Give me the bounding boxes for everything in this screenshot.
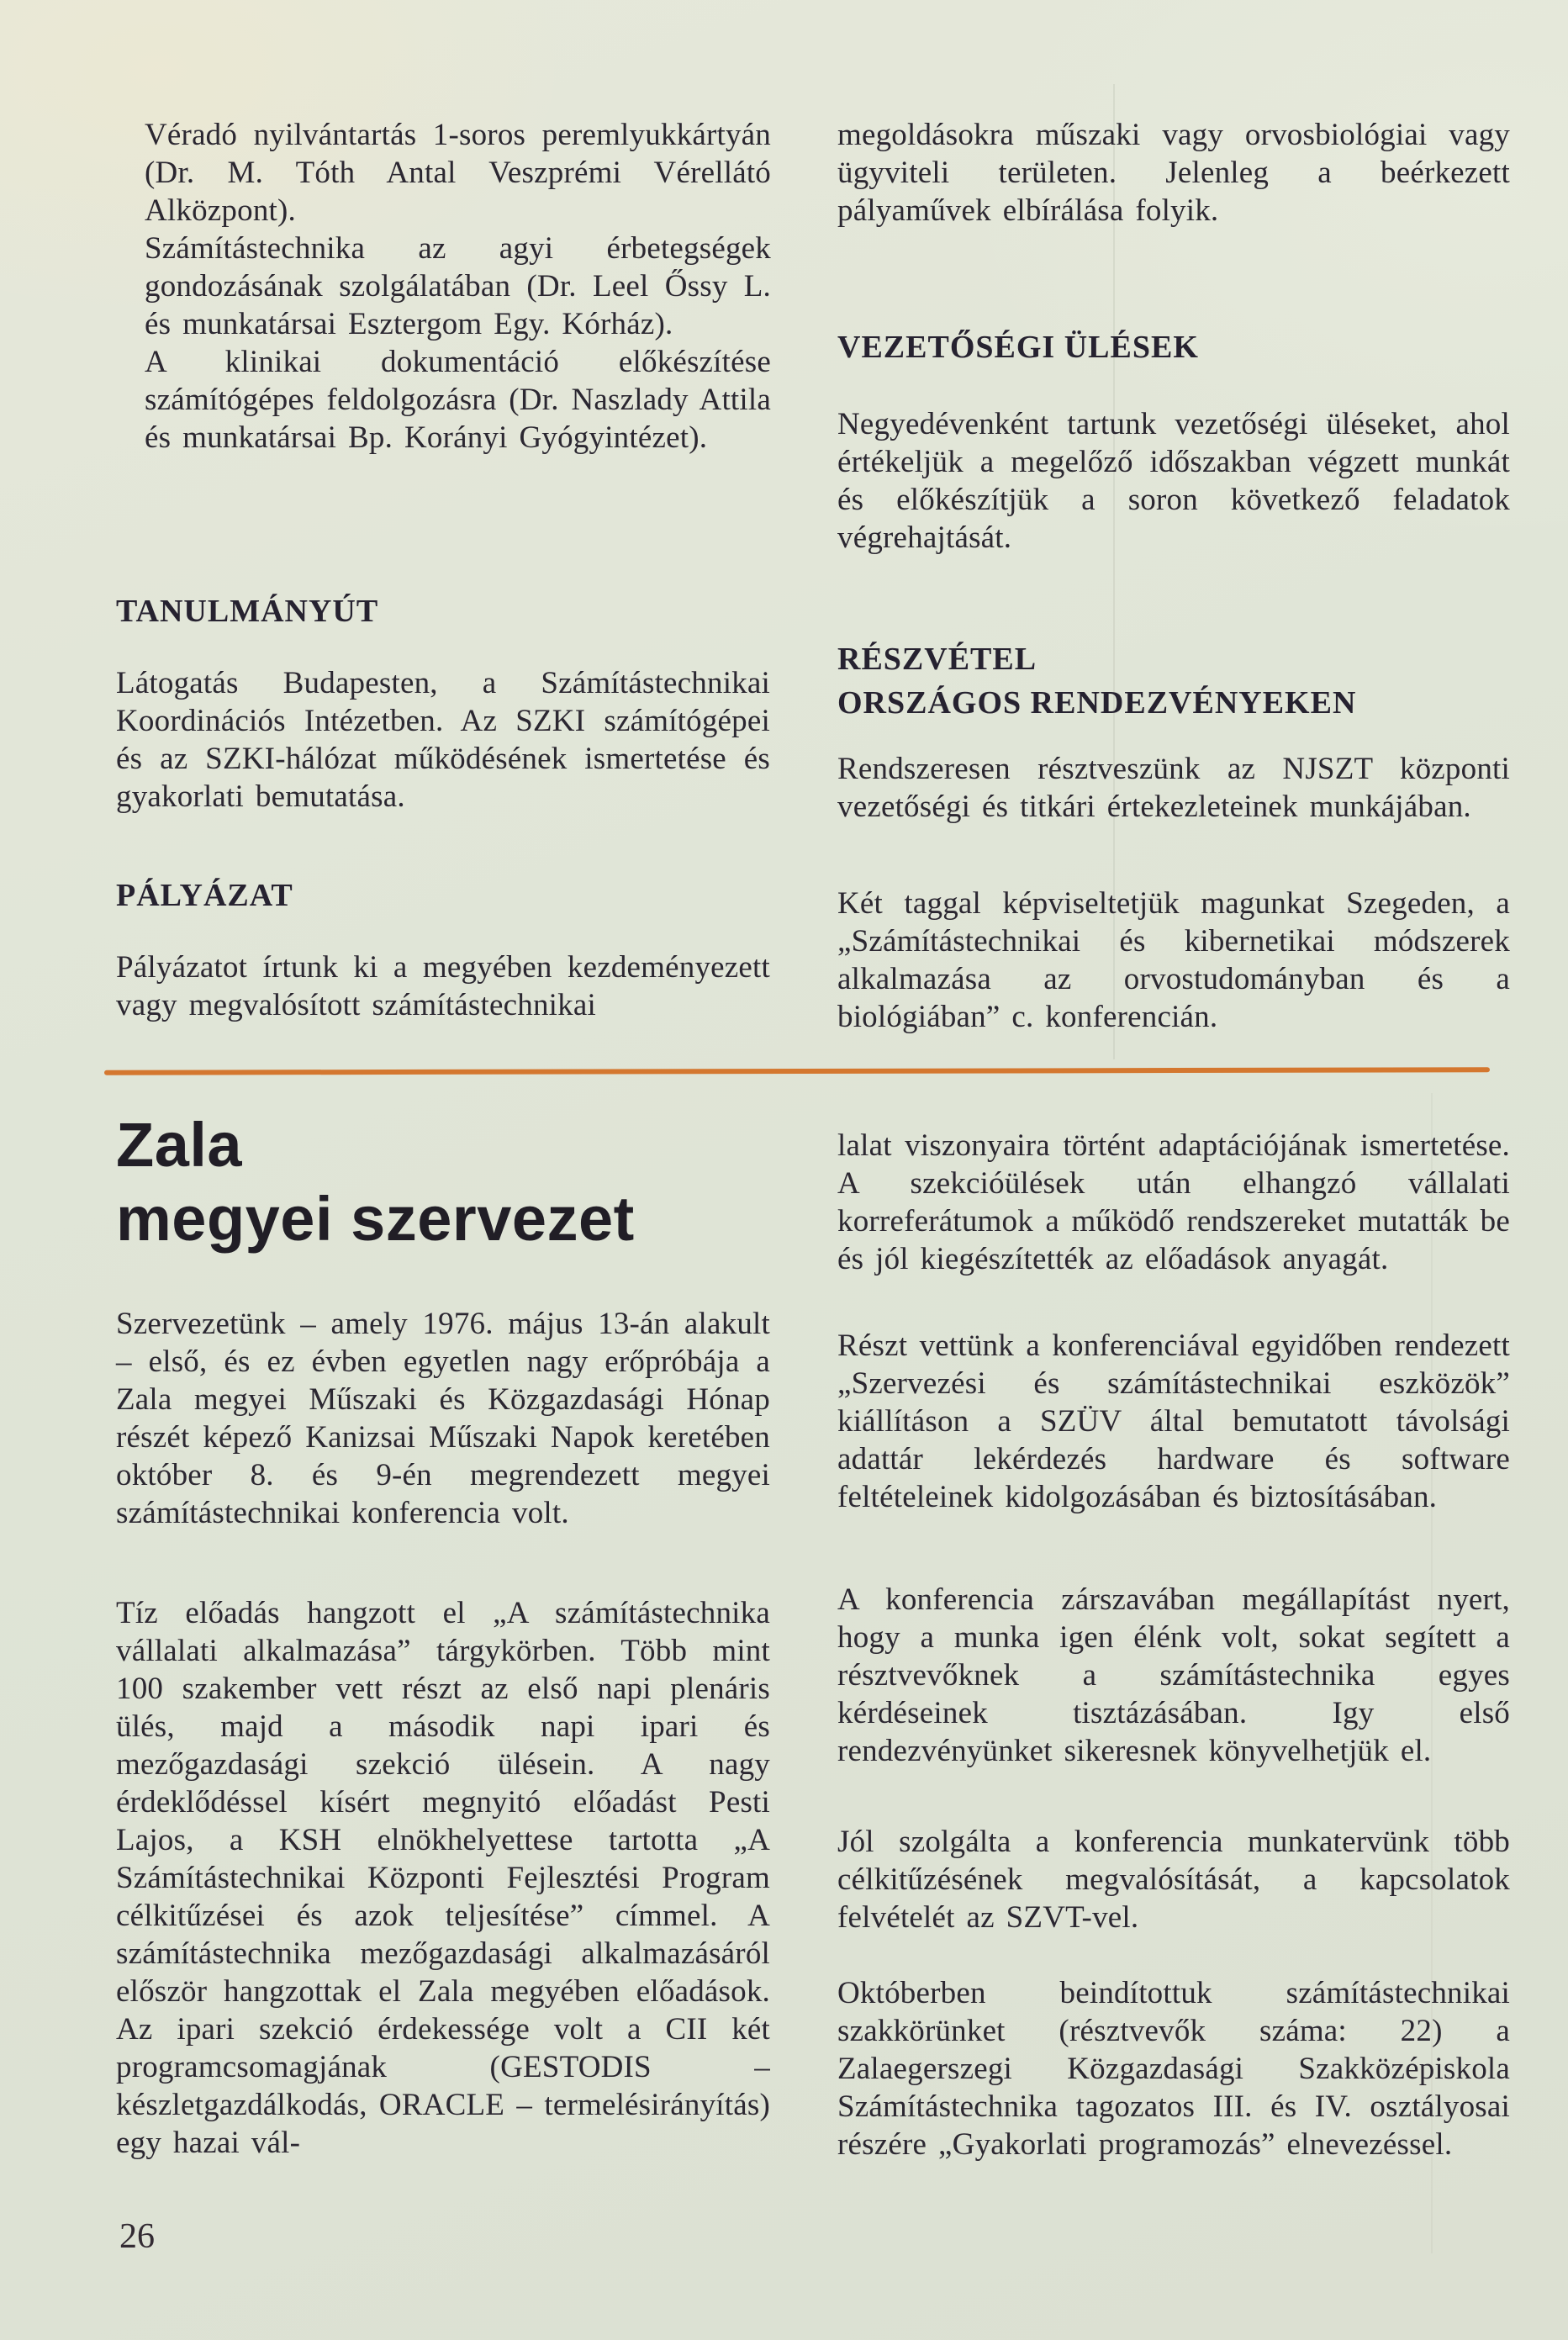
article-right-paragraph-4 bbox=[837, 1823, 1510, 1936]
article-title bbox=[116, 1108, 635, 1256]
competition-text-continuation bbox=[837, 116, 1510, 230]
section-heading-competition: PÁLYÁZAT bbox=[116, 878, 293, 913]
page-number: 26 bbox=[119, 2217, 155, 2256]
board-meetings-text bbox=[837, 405, 1510, 557]
section-heading-board-meetings: VEZETŐSÉGI ÜLÉSEK bbox=[837, 330, 1199, 365]
paragraph: Részt vettünk a konferenciával egyidőben rendezett „Szervezési és számítástechnikai eszközök” kiállításon a SZÜV által bemutatott távolsági adattár lekérdezés hardware és software feltételeinek kidolgozásában és biztosításában. bbox=[837, 1328, 1510, 1514]
paragraph: Tíz előadás hangzott el „A számítástechnika vállalati alkalmazása” tárgykörben. Több mint 100 szakember vett részt az első napi plenáris ülés, majd a második napi ipari és mezőgazdasági szekció ülésein. A nagy érdeklődéssel kísért megnyitó előadást Pesti Lajos, a KSH elnökhelyettese tartotta „A Számítástechnikai Központi Fejlesztési Program célkitűzései és azok teljesítése” címmel. A számítástechnika mezőgazdasági alkalmazásáról először hangzottak el Zala megyében előadások. Az ipari szekció érdekessége volt a CII két programcsomagjának (GESTODIS – készletgazdálkodás, ORACLE – termelésirányítás) egy hazai vál- bbox=[116, 1596, 770, 2160]
article-right-paragraph-5 bbox=[837, 1974, 1510, 2163]
article-title-line: megyei szervezet bbox=[116, 1184, 635, 1254]
article-right-paragraph-2 bbox=[837, 1327, 1510, 1516]
paragraph: Pályázatot írtunk ki a megyében kezdeményezett vagy megvalósított számítástechnikai bbox=[116, 950, 770, 1022]
paragraph: Rendszeresen résztveszünk az NJSZT központi vezetőségi és titkári értekezleteinek munkájában. bbox=[837, 752, 1510, 824]
paragraph: Jól szolgálta a konferencia munkatervünk több célkitűzésének megvalósítását, a kapcsolatok felvételét az SZVT-vel. bbox=[837, 1825, 1510, 1935]
article-right-paragraph-3 bbox=[837, 1581, 1510, 1770]
paragraph: Negyedévenként tartunk vezetőségi üléseket, ahol értékeljük a megelőző időszakban végzett munkát és előkészítjük a soron következő feladatok végrehajtását. bbox=[837, 407, 1510, 555]
participation-text-2 bbox=[837, 885, 1510, 1036]
heading-line: RÉSZVÉTEL bbox=[837, 642, 1037, 677]
competition-text bbox=[116, 948, 770, 1024]
article-title-line: Zala bbox=[116, 1110, 243, 1180]
section-heading-study-trip: TANULMÁNYÚT bbox=[116, 594, 379, 629]
lecture-entry: Véradó nyilvántartás 1-soros peremlyukkártyán (Dr. M. Tóth Antal Veszprémi Vérellátó Alközpont). bbox=[145, 118, 771, 228]
paragraph: Szervezetünk – amely 1976. május 13-án alakult – első, és ez évben egyetlen nagy erőpróbája a Zala megyei Műszaki és Közgazdasági Hónap részét képező Kanizsai Műszaki Napok keretében október 8. és 9-én megrendezett megyei számítástechnikai konferencia volt. bbox=[116, 1307, 770, 1530]
study-trip-text bbox=[116, 664, 770, 816]
paragraph: megoldásokra műszaki vagy orvosbiológiai vagy ügyviteli területen. Jelenleg a beérkezett pályaművek elbírálása folyik. bbox=[837, 118, 1510, 228]
paragraph: Két taggal képviseltetjük magunkat Szegeden, a „Számítástechnikai és kibernetikai módszerek alkalmazása az orvostudományban és a biológiában” c. konferencián. bbox=[837, 886, 1510, 1034]
paragraph: Októberben beindítottuk számítástechnikai szakkörünket (résztvevők száma: 22) a Zalaegerszegi Közgazdasági Szakközépiskola Számítástechnika tagozatos III. és IV. osztályosai részére „Gyakorlati programozás” elnevezéssel. bbox=[837, 1976, 1510, 2162]
section-heading-participation bbox=[837, 637, 1356, 725]
paragraph: A konferencia zárszavában megállapítást nyert, hogy a munka igen élénk volt, sokat segített a résztvevőknek a számítástechnika egyes kérdéseinek tisztázásában. Igy első rendezvényünket sikeresnek könyvelhetjük el. bbox=[837, 1582, 1510, 1768]
participation-text-1 bbox=[837, 750, 1510, 826]
paragraph: lalat viszonyaira történt adaptációjának ismertetése. A szekcióülések után elhangzó vállalati korreferátumok a működő rendszereket mutatták be és jól kiegészítették az előadások anyagát. bbox=[837, 1128, 1510, 1276]
paragraph: Látogatás Budapesten, a Számítástechnikai Koordinációs Intézetben. Az SZKI számítógépei és az SZKI-hálózat működésének ismertetése és gyakorlati bemutatása. bbox=[116, 666, 770, 814]
lecture-entry: A klinikai dokumentáció előkészítése számítógépes feldolgozásra (Dr. Naszlady Attila és munkatársai Bp. Korányi Gyógyintézet). bbox=[145, 345, 771, 455]
heading-line: ORSZÁGOS RENDEZVÉNYEKEN bbox=[837, 685, 1357, 721]
article-divider-rule bbox=[104, 1067, 1490, 1075]
article-left-paragraph-2 bbox=[116, 1594, 770, 2162]
article-left-paragraph-1 bbox=[116, 1305, 770, 1532]
lecture-entry: Számítástechnika az agyi érbetegségek gondozásának szolgálatában (Dr. Leel Őssy L. és munkatársai Esztergom Egy. Kórház). bbox=[145, 231, 771, 341]
lecture-list bbox=[145, 116, 771, 457]
article-right-paragraph-1 bbox=[837, 1127, 1510, 1278]
